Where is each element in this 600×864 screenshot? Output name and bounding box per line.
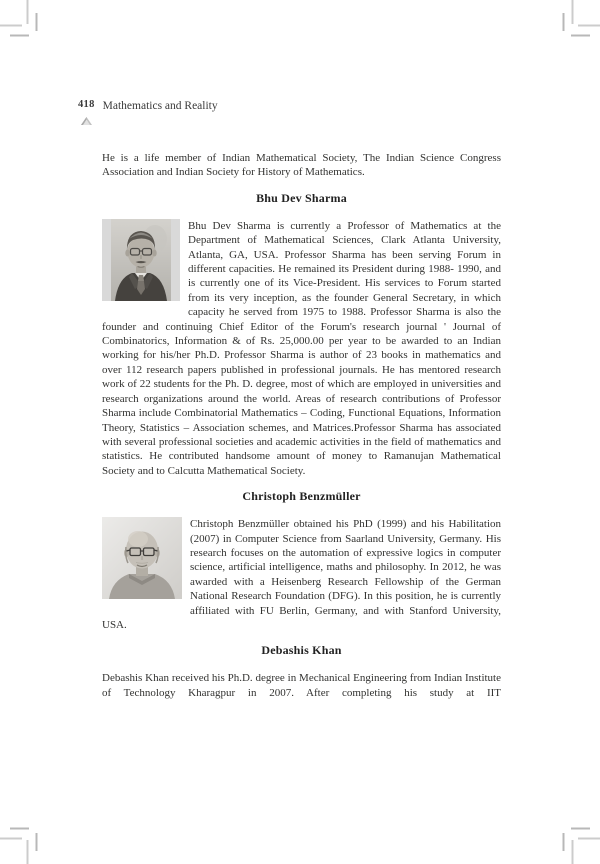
bio-section-bhu-dev-sharma	[102, 219, 501, 478]
page-body	[102, 151, 501, 700]
crop-mark-icon	[556, 820, 600, 864]
page-number: 418	[78, 99, 95, 110]
page-number-block	[78, 99, 95, 130]
section-heading-christoph-benzmuller: Christoph Benzmüller	[242, 489, 361, 504]
bio-section-debashis-khan	[102, 671, 501, 700]
pyramid-ornament-icon	[81, 112, 92, 130]
bio-paragraph-debashis-khan: Debashis Khan received his Ph.D. degree in Mechanical Engineering from Indian Institute of Technology Kharagpur in 2007. After completing his study at IIT	[102, 672, 501, 699]
section-heading-debashis-khan: Debashis Khan	[261, 643, 342, 658]
bio-paragraph-christoph-benzmuller: Christoph Benzmüller obtained his PhD (1999) and his Habilitation (2007) in Computer Science from Saarland University, Germany. His research focuses on the automation of expressive logics in computer science, artificial intelligence, maths and philosophy. In 2012, he was awarded with a Heisenberg Research Fellowship of the German National Research Foundation (DFG). In this position, he is currently affiliated with FU Berlin, Germany, and with Stanford University, USA.	[102, 518, 501, 631]
intro-paragraph: He is a life member of Indian Mathematical Society, The Indian Science Congress Association and Indian Society for History of Mathematics.	[102, 152, 501, 179]
bio-paragraph-bhu-dev-sharma: Bhu Dev Sharma is currently a Professor of Mathematics at the Department of Mathematical Sciences, Clark Atlanta University, Atlanta, GA, USA. Professor Sharma has been serving Forum in different capacities. He remained its President during 1988- 1990, and is currently one of its Vice-President. His services to Forum started from its very inception, as the founder General Secretary, in which capacity he served from 1975 to 1988. Professor Sharma is also the founder and continuing Chief Editor of the Forum's research journal ' Journal of Combinatorics, Information & of Rs. 25,000.00 per year to be awarded to an Indian working for his/her Ph.D. Professor Sharma is author of 23 books in mathematics and over 112 research papers published in professional journals. He has mentored research work of 22 students for the Ph. D. degree, most of which are employed in universities and research organizations around the world. Areas of research contributions of Professor Sharma include Combinatorial Mathematics – Coding, Functional Equations, Information Theory, Statistics – Association schemes, and Matrices.Professor Sharma has associated with several professional societies and academic activities in the field of mathematics and statistics. He contributed handsome amount of money to Ramanujan Mathematical Society and to Calcutta Mathematical Society.	[102, 219, 501, 477]
crop-mark-icon	[0, 0, 44, 44]
crop-mark-icon	[556, 0, 600, 44]
section-heading-bhu-dev-sharma: Bhu Dev Sharma	[256, 190, 347, 205]
portrait-photo-christoph-benzmuller	[102, 517, 182, 617]
running-head	[78, 99, 218, 130]
bio-section-christoph-benzmuller	[102, 517, 501, 632]
book-title: Mathematics and Reality	[102, 100, 218, 112]
portrait-photo-bhu-dev-sharma	[102, 219, 180, 319]
crop-mark-icon	[0, 820, 44, 864]
